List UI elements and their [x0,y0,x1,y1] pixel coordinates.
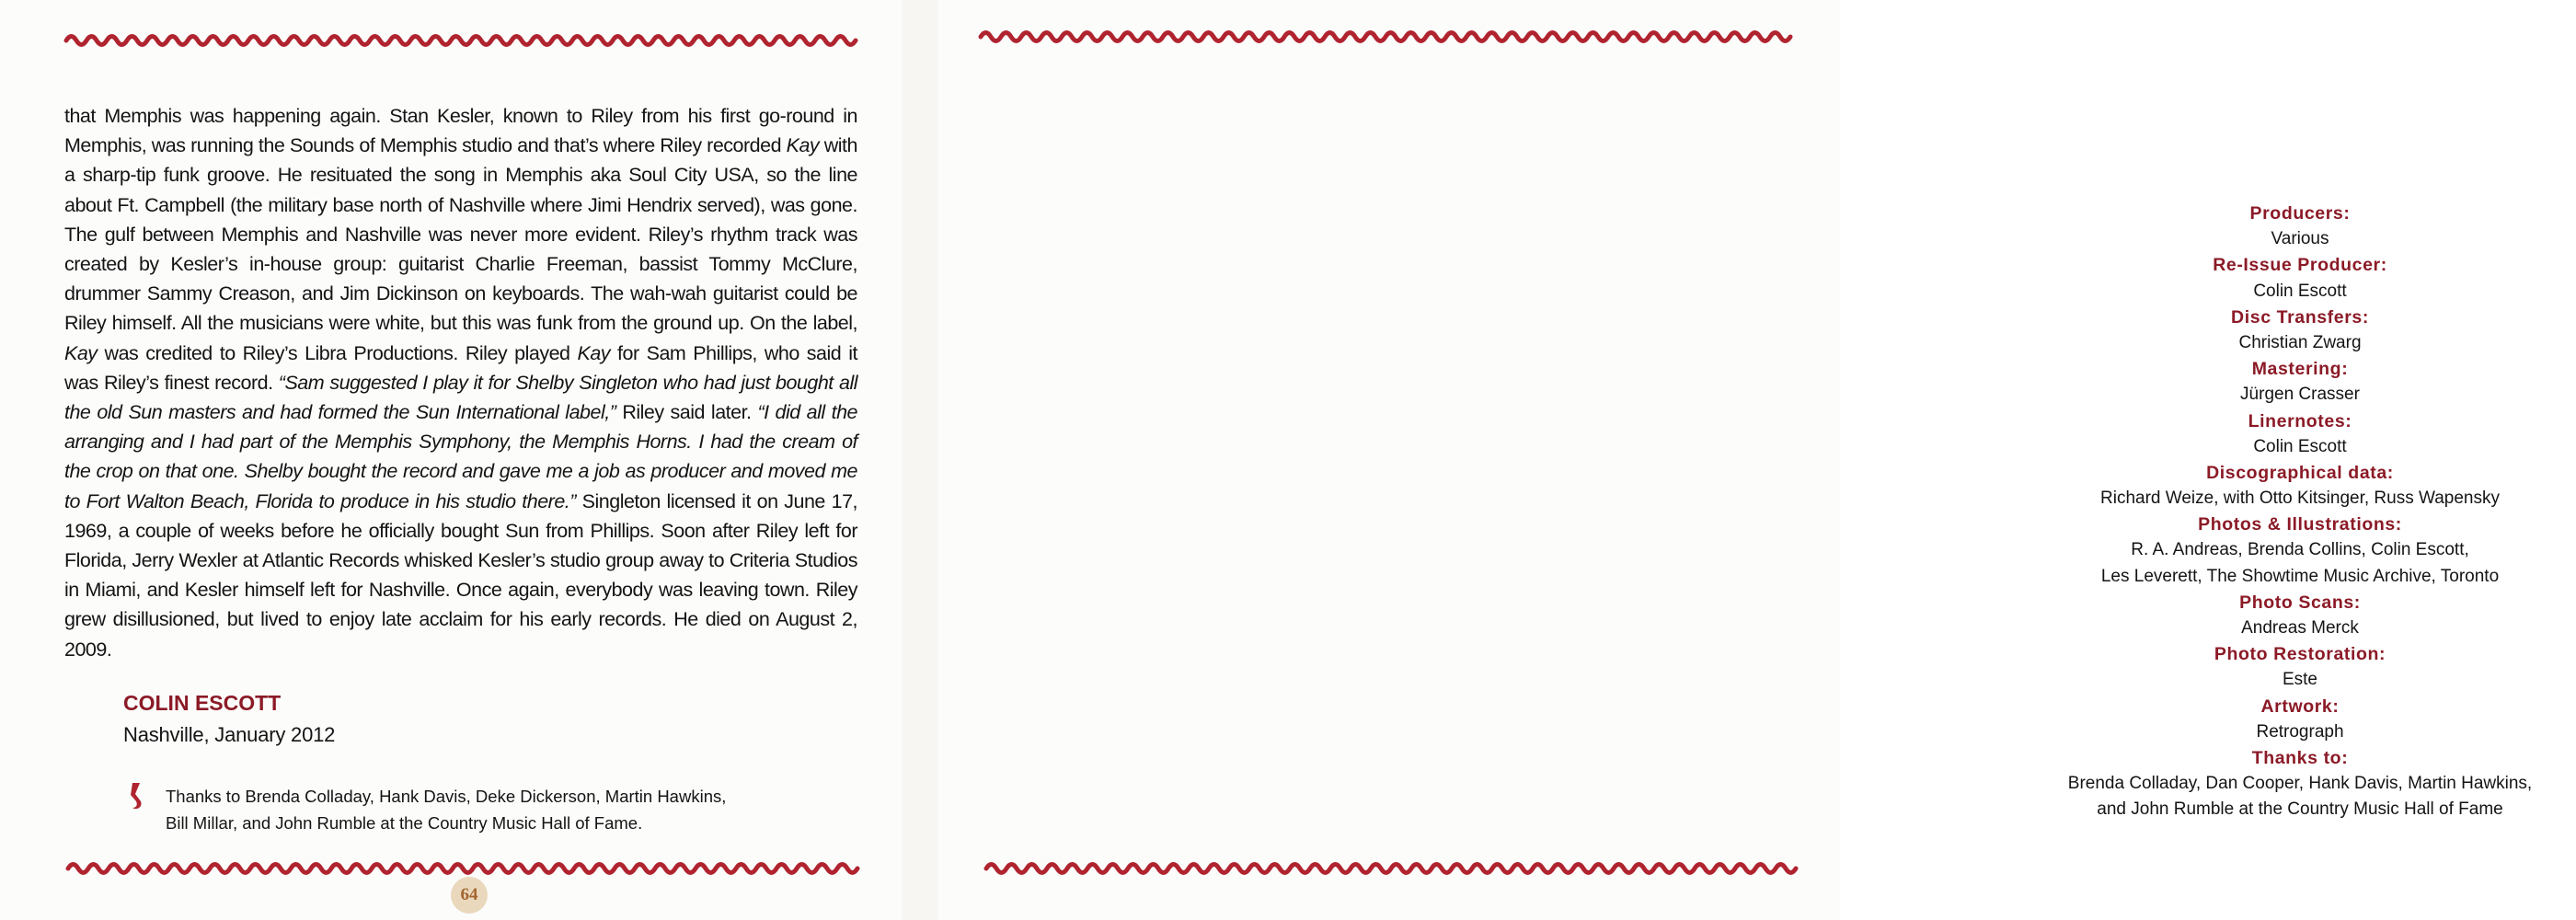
italic-run: “I did all the arranging and I had part of the Memphis Symphony, the Memphis Horns. I had the cream of the crop on that one. Shelby bought the record and gave me a job as producer and moved me to Fort Walton Beach, Florida to produce in his studio there.” [64,401,858,512]
credit-heading: Discographical data: [2206,462,2394,483]
credit-value: Colin Escott [2253,436,2347,456]
text-run: Singleton licensed it on June 17, 1969, a couple of weeks before he officially bought Sun from Phillips. Soon after Riley left for Florida, Jerry Wexler at Atlantic Records whisked Kesler’s studio group away to Criteria Studios in Miami, and Kesler himself left for Nashville. Once again, everybody was leaving town. Riley grew disillusioned, but lived to enjoy late acclaim for his early records. He died on August 2, 2009. [64,489,857,661]
credit-value: Brenda Colladay, Dan Cooper, Hank Davis, Martin Hawkins, [2067,774,2533,794]
text-run: Riley said later. [615,401,758,424]
italic-run: Kay [64,341,98,364]
credit-value: Este [2282,670,2318,690]
credit-value: Various [2271,229,2329,249]
italic-run: Kay [786,134,820,157]
thanks-note [166,784,828,836]
credit-heading: Photos & Illustrations: [2198,514,2402,535]
wave-border-bottom-left [68,859,856,878]
credit-heading: Photo Scans: [2239,592,2361,613]
credit-value: Retrograph [2256,721,2344,742]
text-run: that Memphis was happening again. Stan Kesler, known to Riley from his first go-round in Memphis, was running the Sounds of Memphis studio and that’s where Riley recorded [64,105,857,157]
credit-heading: Disc Transfers: [2231,306,2369,328]
left-page [0,0,902,920]
italic-run: “Sam suggested I play it for Shelby Singleton who had just bought all the old Sun masters and had formed the Sun International label,” [64,371,857,424]
credit-value: Colin Escott [2253,281,2347,301]
credit-heading: Re-Issue Producer: [2213,255,2387,276]
page-number-badge: 64 [451,877,488,914]
credit-value: Christian Zwarg [2238,332,2362,352]
text-run: for Sam Phillips, who said it was Riley’s finest record. [64,341,857,394]
body-paragraph [64,101,857,664]
credit-value: R. A. Andreas, Brenda Collins, Colin Escott, [2131,540,2469,560]
credit-value: and John Rumble at the Country Music Hall of Fame [2097,799,2503,820]
credit-value: Richard Weize, with Otto Kitsinger, Russ Wapensky [2100,489,2500,509]
thanks-line: Bill Millar, and John Rumble at the Country Music Hall of Fame. [166,812,643,833]
credit-heading: Thanks to: [2251,747,2349,768]
credit-value: Les Leverett, The Showtime Music Archive, Toronto [2100,566,2500,586]
wave-border-top-right [981,28,1790,46]
credit-value: Andreas Merck [2241,618,2359,638]
italic-run: Kay [577,341,611,364]
right-page [938,0,2533,920]
author-name: COLIN ESCOTT [123,691,282,715]
credit-heading: Photo Restoration: [2214,644,2386,665]
credit-heading: Artwork: [2260,696,2340,717]
text-run: with a sharp-tip funk groove. He resituated the song in Memphis aka Soul City USA, so the line about Ft. Campbell (the military base north of Nashville where Jimi Hendrix served), was gone. The gulf between Memphis and Nashville was never more evident. Riley’s rhythm track was created by Kesler’s in-house group: guitarist Charlie Freeman, bassist Tommy McClure, drummer Sammy Creason, and Jim Dickinson on keyboards. The wah-wah guitarist could be Riley himself. All the musicians were white, but this was funk from the ground up. On the label, [64,134,857,335]
credit-value: Jürgen Crasser [2240,385,2360,405]
wave-border-top-left [66,31,856,50]
credit-heading: Linernotes: [2248,410,2352,431]
text-run: was credited to Riley’s Libra Productions. Riley played [97,341,578,364]
credit-heading: Producers: [2249,203,2351,224]
credits-list [2024,201,2576,823]
book-gutter [902,0,938,920]
thanks-line: Thanks to Brenda Colladay, Hank Davis, Deke Dickerson, Martin Hawkins, [166,787,727,806]
eighth-note-icon [127,781,147,811]
credit-heading: Mastering: [2251,359,2349,380]
dateline: Nashville, January 2012 [123,723,336,746]
wave-border-bottom-right [986,859,1796,878]
